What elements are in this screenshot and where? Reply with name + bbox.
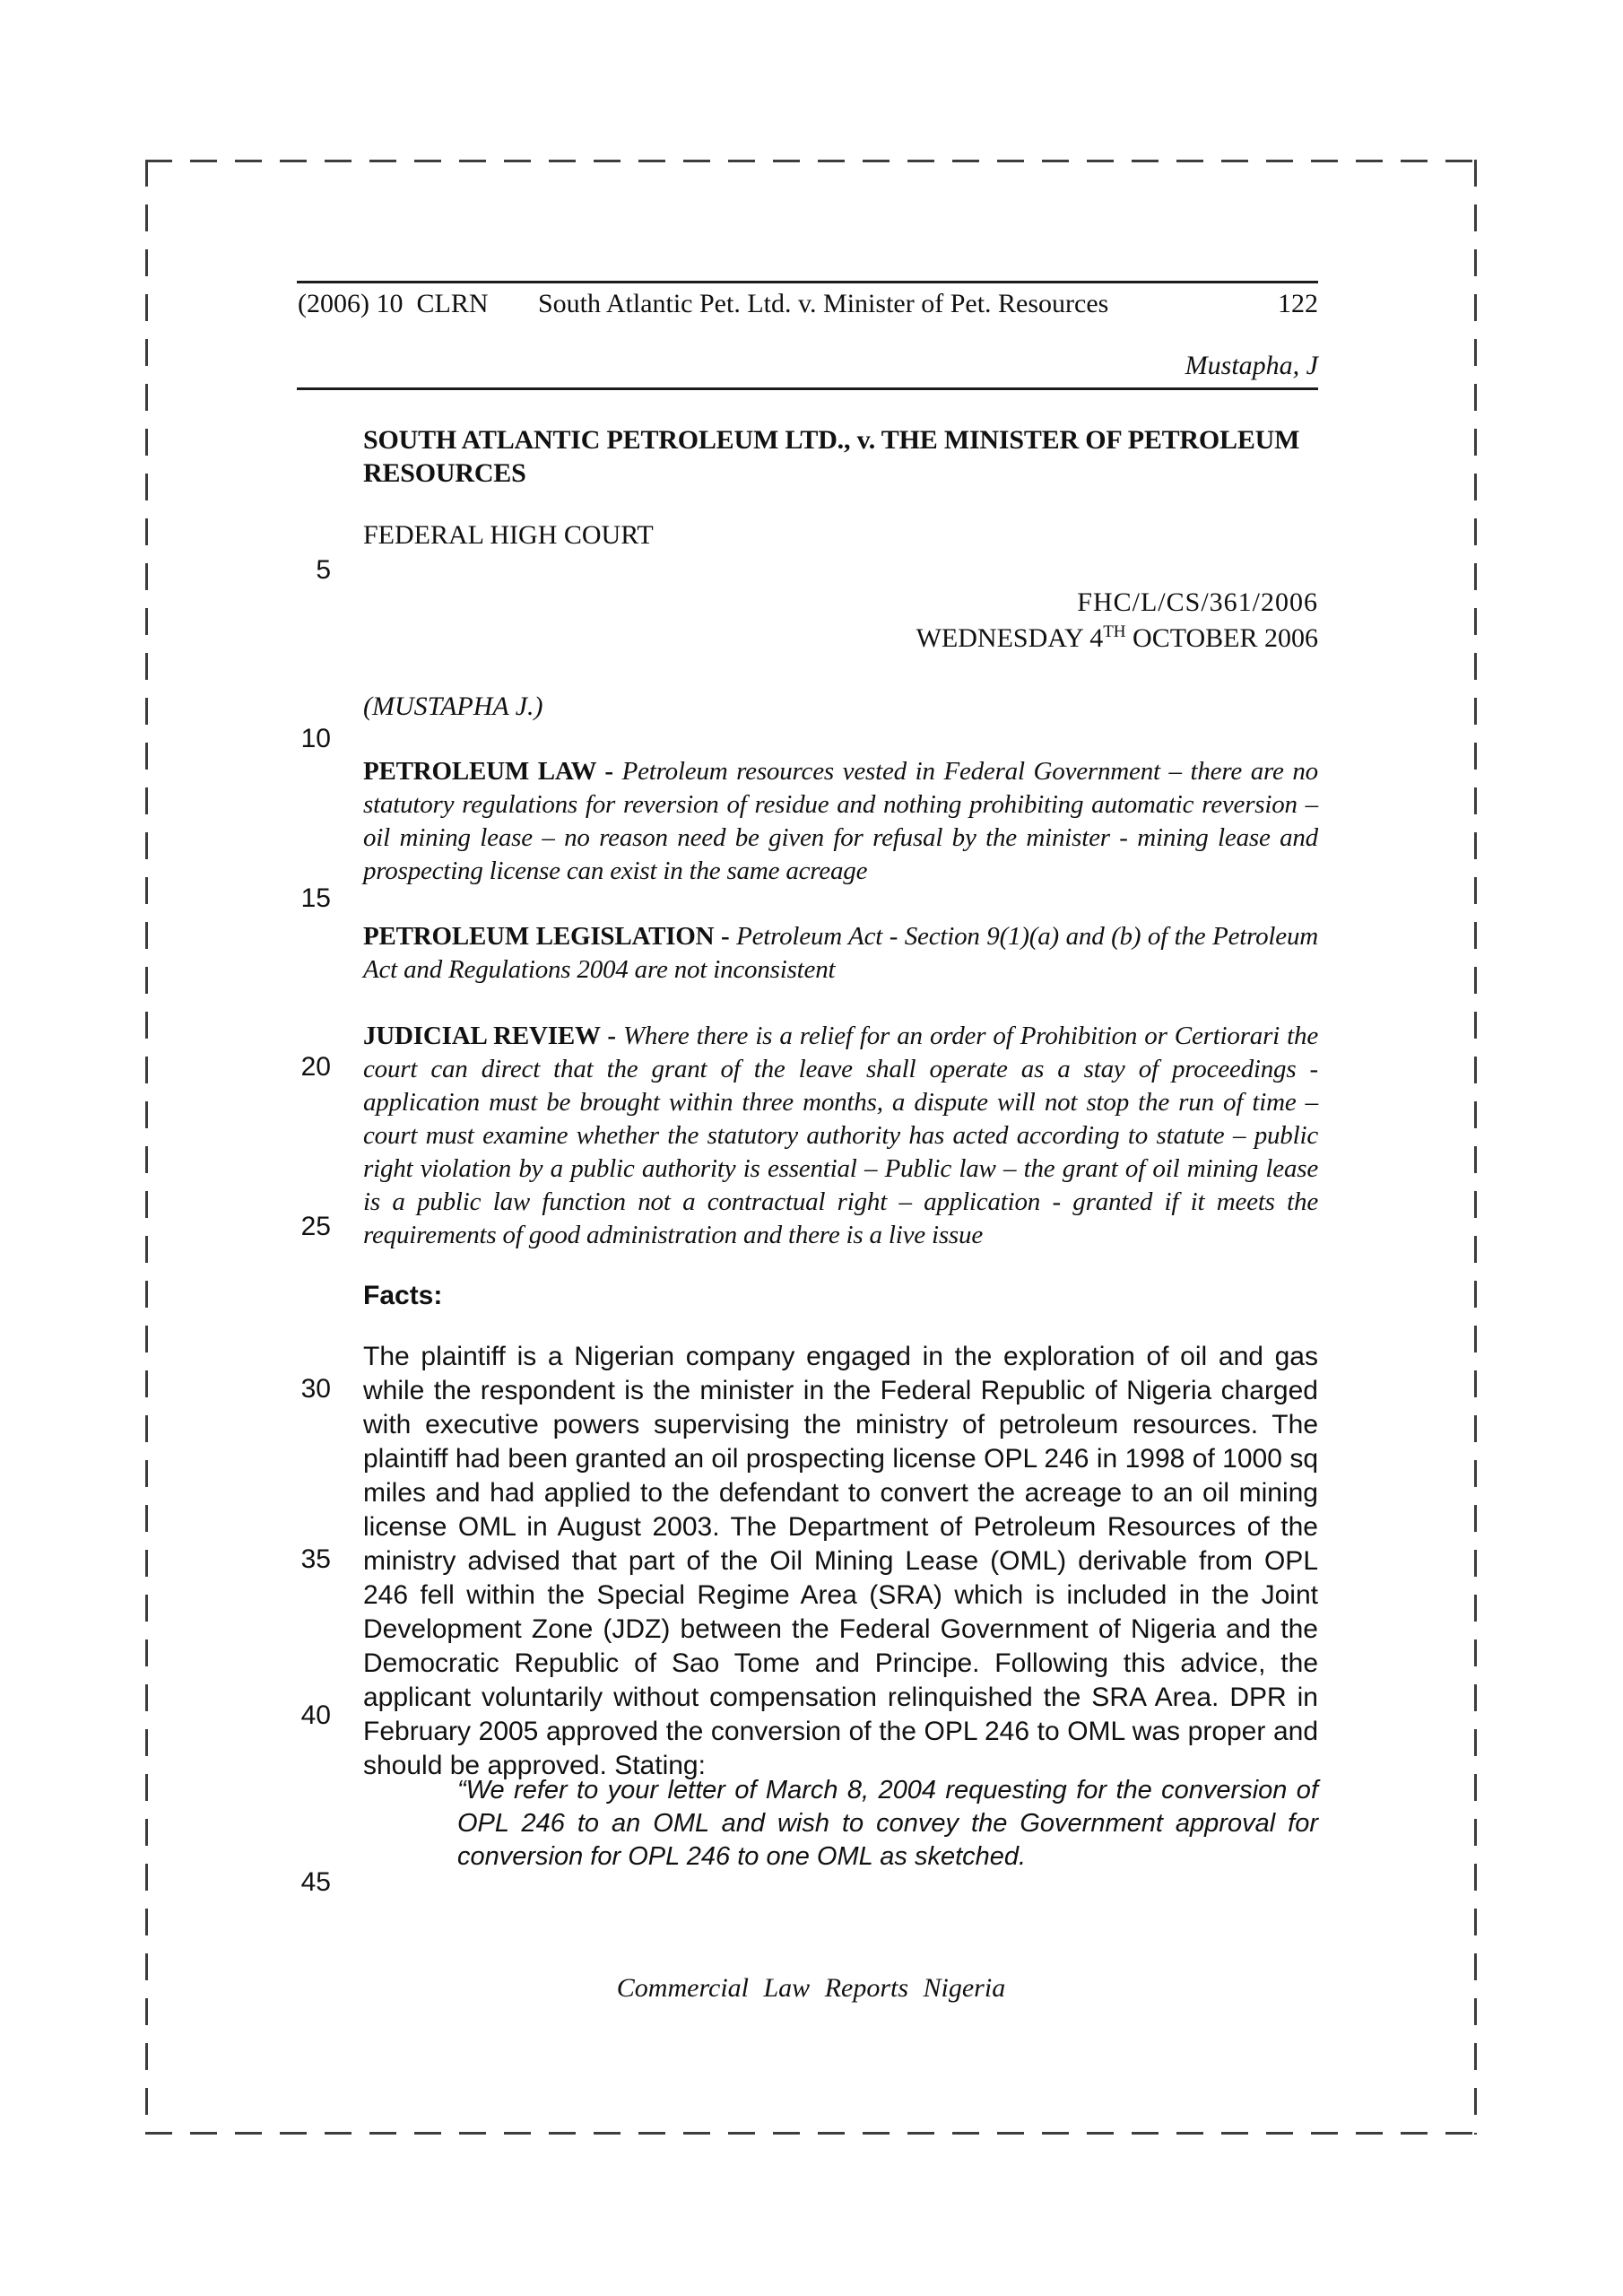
margin-line-number: 35 (300, 1544, 331, 1574)
quoted-letter-excerpt: “We refer to your letter of March 8, 2004 requesting for the conversion of OPL 246 to an OML and wish to convey the Government approval for conversion for OPL 246 to one OML as sketched. (457, 1776, 1318, 1871)
suit-number: FHC/L/CS/361/2006 (1077, 587, 1318, 617)
case-short-title: South Atlantic Pet. Ltd. v. Minister of Pet. Resources (538, 289, 1109, 318)
dashed-border-right (1474, 160, 1477, 2135)
margin-line-number: 30 (300, 1374, 331, 1404)
judge-byline: Mustapha, J (1185, 351, 1318, 380)
headnote-text: Where there is a relief for an order of Prohibition or Certiorari the court can direct that the grant of the leave shall operate as a stay of proceedings - application must be brought within three months, a dispute will not stop the run of time – court must examine whether the statutory authority has acted according to statute – public right violation by a public authority is essential – Public law – the grant of oil mining lease is a public law function not a contractual right – application - granted if it meets the requirements of good administration and there is a live issue (363, 1022, 1318, 1249)
headnote-petroleum-legislation (363, 920, 1318, 987)
header-rule-top (297, 281, 1318, 283)
headnote-catchword: PETROLEUM LEGISLATION (363, 922, 715, 951)
headnote-separator: - (714, 922, 737, 951)
case-title-line1: SOUTH ATLANTIC PETROLEUM LTD., v. THE MINISTER OF PETROLEUM (363, 425, 1300, 455)
facts-heading: Facts: (363, 1281, 443, 1310)
dashed-border-bottom (145, 2132, 1477, 2135)
margin-line-number: 15 (300, 883, 331, 913)
dashed-border-top (145, 160, 1477, 162)
case-title-line2: RESOURCES (363, 458, 526, 488)
headnote-text: Petroleum resources vested in Federal Government – there are no statutory regulations for reversion of residue and nothing prohibiting automatic reversion – oil mining lease – no reason need be given for refusal by the minister - mining lease and prospecting license can exist in the same acreage (363, 757, 1318, 885)
dashed-border-left (145, 160, 148, 2135)
citation: (2006) 10 CLRN (298, 289, 489, 318)
page-number: 122 (1278, 289, 1318, 318)
margin-line-number: 45 (300, 1867, 331, 1897)
page-sheet (145, 160, 1477, 2135)
margin-line-number: 40 (300, 1700, 331, 1730)
headnote-catchword: PETROLEUM LAW (363, 757, 596, 786)
hearing-date-ordinal: TH (1103, 622, 1126, 641)
series-footer: Commercial Law Reports Nigeria (616, 1973, 1006, 2003)
facts-paragraph: The plaintiff is a Nigerian company engaged in the exploration of oil and gas while the respondent is the minister in the Federal Republic of Nigeria charged with executive powers supervising the ministry of petroleum resources. The plaintiff had been granted an oil prospecting license OPL 246 in 1998 of 1000 sq miles and had applied to the defendant to convert the acreage to an oil mining license OML in August 2003. The Department of Petroleum Resources of the ministry advised that part of the Oil Mining Lease (OML) derivable from OPL 246 fell within the Special Regime Area (SRA) which is included in the Joint Development Zone (JDZ) between the Federal Government of Nigeria and the Democratic Republic of Sao Tome and Principe. Following this advice, the applicant voluntarily without compensation relinquished the SRA Area. DPR in February 2005 approved the conversion of the OPL 246 to OML was proper and should be approved. Stating: (363, 1342, 1318, 1780)
headnote-judicial-review (363, 1020, 1318, 1252)
judge-name: (MUSTAPHA J.) (363, 691, 543, 721)
margin-line-number: 20 (300, 1052, 331, 1082)
hearing-date-prefix: WEDNESDAY 4 (916, 623, 1104, 653)
margin-line-number: 10 (300, 724, 331, 753)
headnote-catchword: JUDICIAL REVIEW (363, 1022, 601, 1050)
headnote-text: Petroleum Act - Section 9(1)(a) and (b) of the Petroleum Act and Regulations 2004 are not inconsistent (363, 922, 1318, 984)
hearing-date-suffix: OCTOBER 2006 (1125, 623, 1318, 653)
court-name: FEDERAL HIGH COURT (363, 520, 654, 550)
headnote-petroleum-law (363, 755, 1318, 888)
margin-line-number: 25 (300, 1212, 331, 1241)
headnote-separator: - (595, 757, 622, 786)
hearing-date (916, 622, 1318, 654)
margin-line-number: 5 (316, 555, 331, 585)
headnote-separator: - (600, 1022, 623, 1050)
case-title (363, 423, 1318, 490)
header-rule-bottom (297, 387, 1318, 390)
